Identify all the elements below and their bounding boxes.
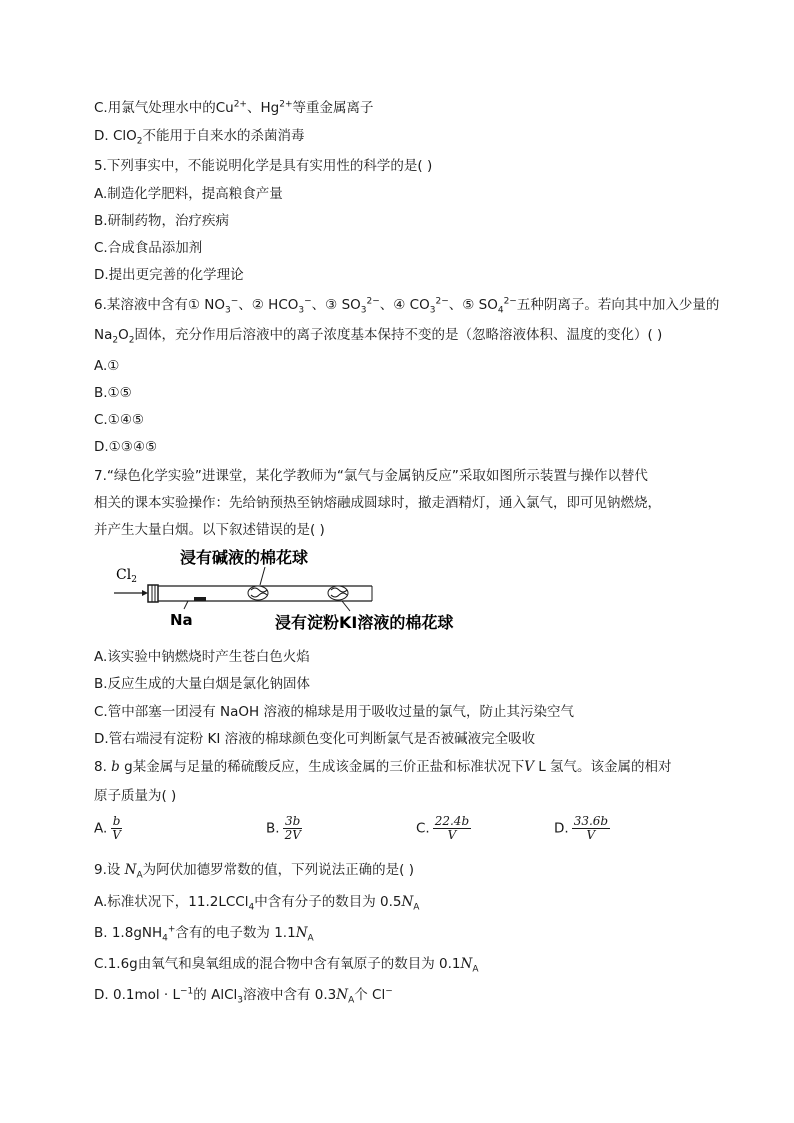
q6-option-a: A.①: [94, 358, 120, 374]
q5-option-a: A.制造化学肥料，提高粮食产量: [94, 186, 283, 202]
question-7-line2: 相关的课本实验操作：先给钠预热至钠熔融成圆球时，撤走酒精灯，通入氯气，即可见钠燃烧，: [94, 495, 661, 511]
question-8: 8. b g某金属与足量的稀硫酸反应，生成该金属的三价正盐和标准状况下V L 氢气。该金属的相对: [94, 759, 672, 775]
q6-option-d: D.①③④⑤: [94, 439, 158, 455]
q7-option-c: C.管中部塞一团浸有 NaOH 溶液的棉球是用于吸收过量的氯气，防止其污染空气: [94, 704, 574, 720]
q6-option-b: B.①⑤: [94, 385, 132, 401]
question-8-cont: 原子质量为( ): [94, 788, 177, 804]
q9-option-d: D. $0.1mol \cdot L^{-1}$的 AlCl$_3$溶液中含有 $0.3N_A$个 Cl−: [94, 986, 393, 1006]
option-d-text: D. ClO$_2$不能用于自来水的杀菌消毒: [94, 128, 305, 147]
q5-option-c: C.合成食品添加剂: [94, 240, 203, 256]
cotton-ball-alkali: [248, 586, 268, 600]
sodium-label: Na: [170, 611, 193, 629]
question-7-line1: 7.“绿色化学实验”进课堂，某化学教师为“氯气与金属钠反应”采取如图所示装置与操作以替代: [94, 468, 648, 484]
label-alkali-cotton: 浸有碱液的棉花球: [180, 548, 309, 567]
question-7-line3: 并产生大量白烟。以下叙述错误的是( ): [94, 522, 325, 538]
q9-option-b: B. 1.8gNH$_4$+含有的电子数为 $1.1N_A$: [94, 924, 314, 944]
q8-option-a: A. $\frac{b}{V}$: [94, 814, 121, 842]
q5-option-b: B.研制药物，治疗疾病: [94, 213, 230, 229]
q9-option-a: A.标准状况下，11.2LCCl$_4$中含有分子的数目为 $0.5N_A$: [94, 894, 420, 913]
chlorine-label: $Cl_2$: [116, 567, 137, 585]
option-c-text: C.用氯气处理水中的$Cu^{2+}$、$Hg^{2+}$等重金属离子: [94, 99, 374, 116]
label-ki-cotton: 浸有淀粉KI溶液的棉花球: [275, 613, 454, 632]
q7-option-a: A.该实验中钠燃烧时产生苍白色火焰: [94, 649, 310, 665]
q9-option-c: C.1.6g由氧气和臭氧组成的混合物中含有氧原子的数目为 $0.1N_A$: [94, 956, 479, 975]
q7-option-d: D.管右端浸有淀粉 KI 溶液的棉球颜色变化可判断氯气是否被碱液完全吸收: [94, 731, 536, 747]
q5-option-d: D.提出更完善的化学理论: [94, 267, 244, 283]
question-5: 5.下列事实中，不能说明化学是具有实用性的科学的是( ): [94, 158, 433, 174]
q7-option-b: B.反应生成的大量白烟是氯化钠固体: [94, 676, 311, 692]
q8-option-b: B. $\frac{3b}{2V}$: [266, 814, 301, 842]
question-6: 6.某溶液中含有① $NO_3^-$、② $HCO_3^-$、③ $SO_3^{2-}$、④ $CO_3^{2-}$、⑤ $SO_4^{2-}$五种阴离子。若向其中加入少量的: [94, 296, 720, 316]
question-6-cont: $Na_2O_2$固体，充分作用后溶液中的离子浓度基本保持不变的是（忽略溶液体积、温度的变化）( ): [94, 327, 663, 346]
q8-option-c: C. $\frac{22.4b}{V}$: [416, 814, 470, 842]
cotton-ball-ki: [328, 586, 348, 600]
q6-option-c: C.①④⑤: [94, 412, 145, 428]
apparatus-diagram: [110, 545, 490, 635]
sodium-piece: [194, 597, 206, 601]
q8-option-d: D. $\frac{33.6b}{V}$: [554, 814, 609, 842]
question-9: 9.设 $N_A$为阿伏加德罗常数的值，下列说法正确的是( ): [94, 862, 414, 881]
